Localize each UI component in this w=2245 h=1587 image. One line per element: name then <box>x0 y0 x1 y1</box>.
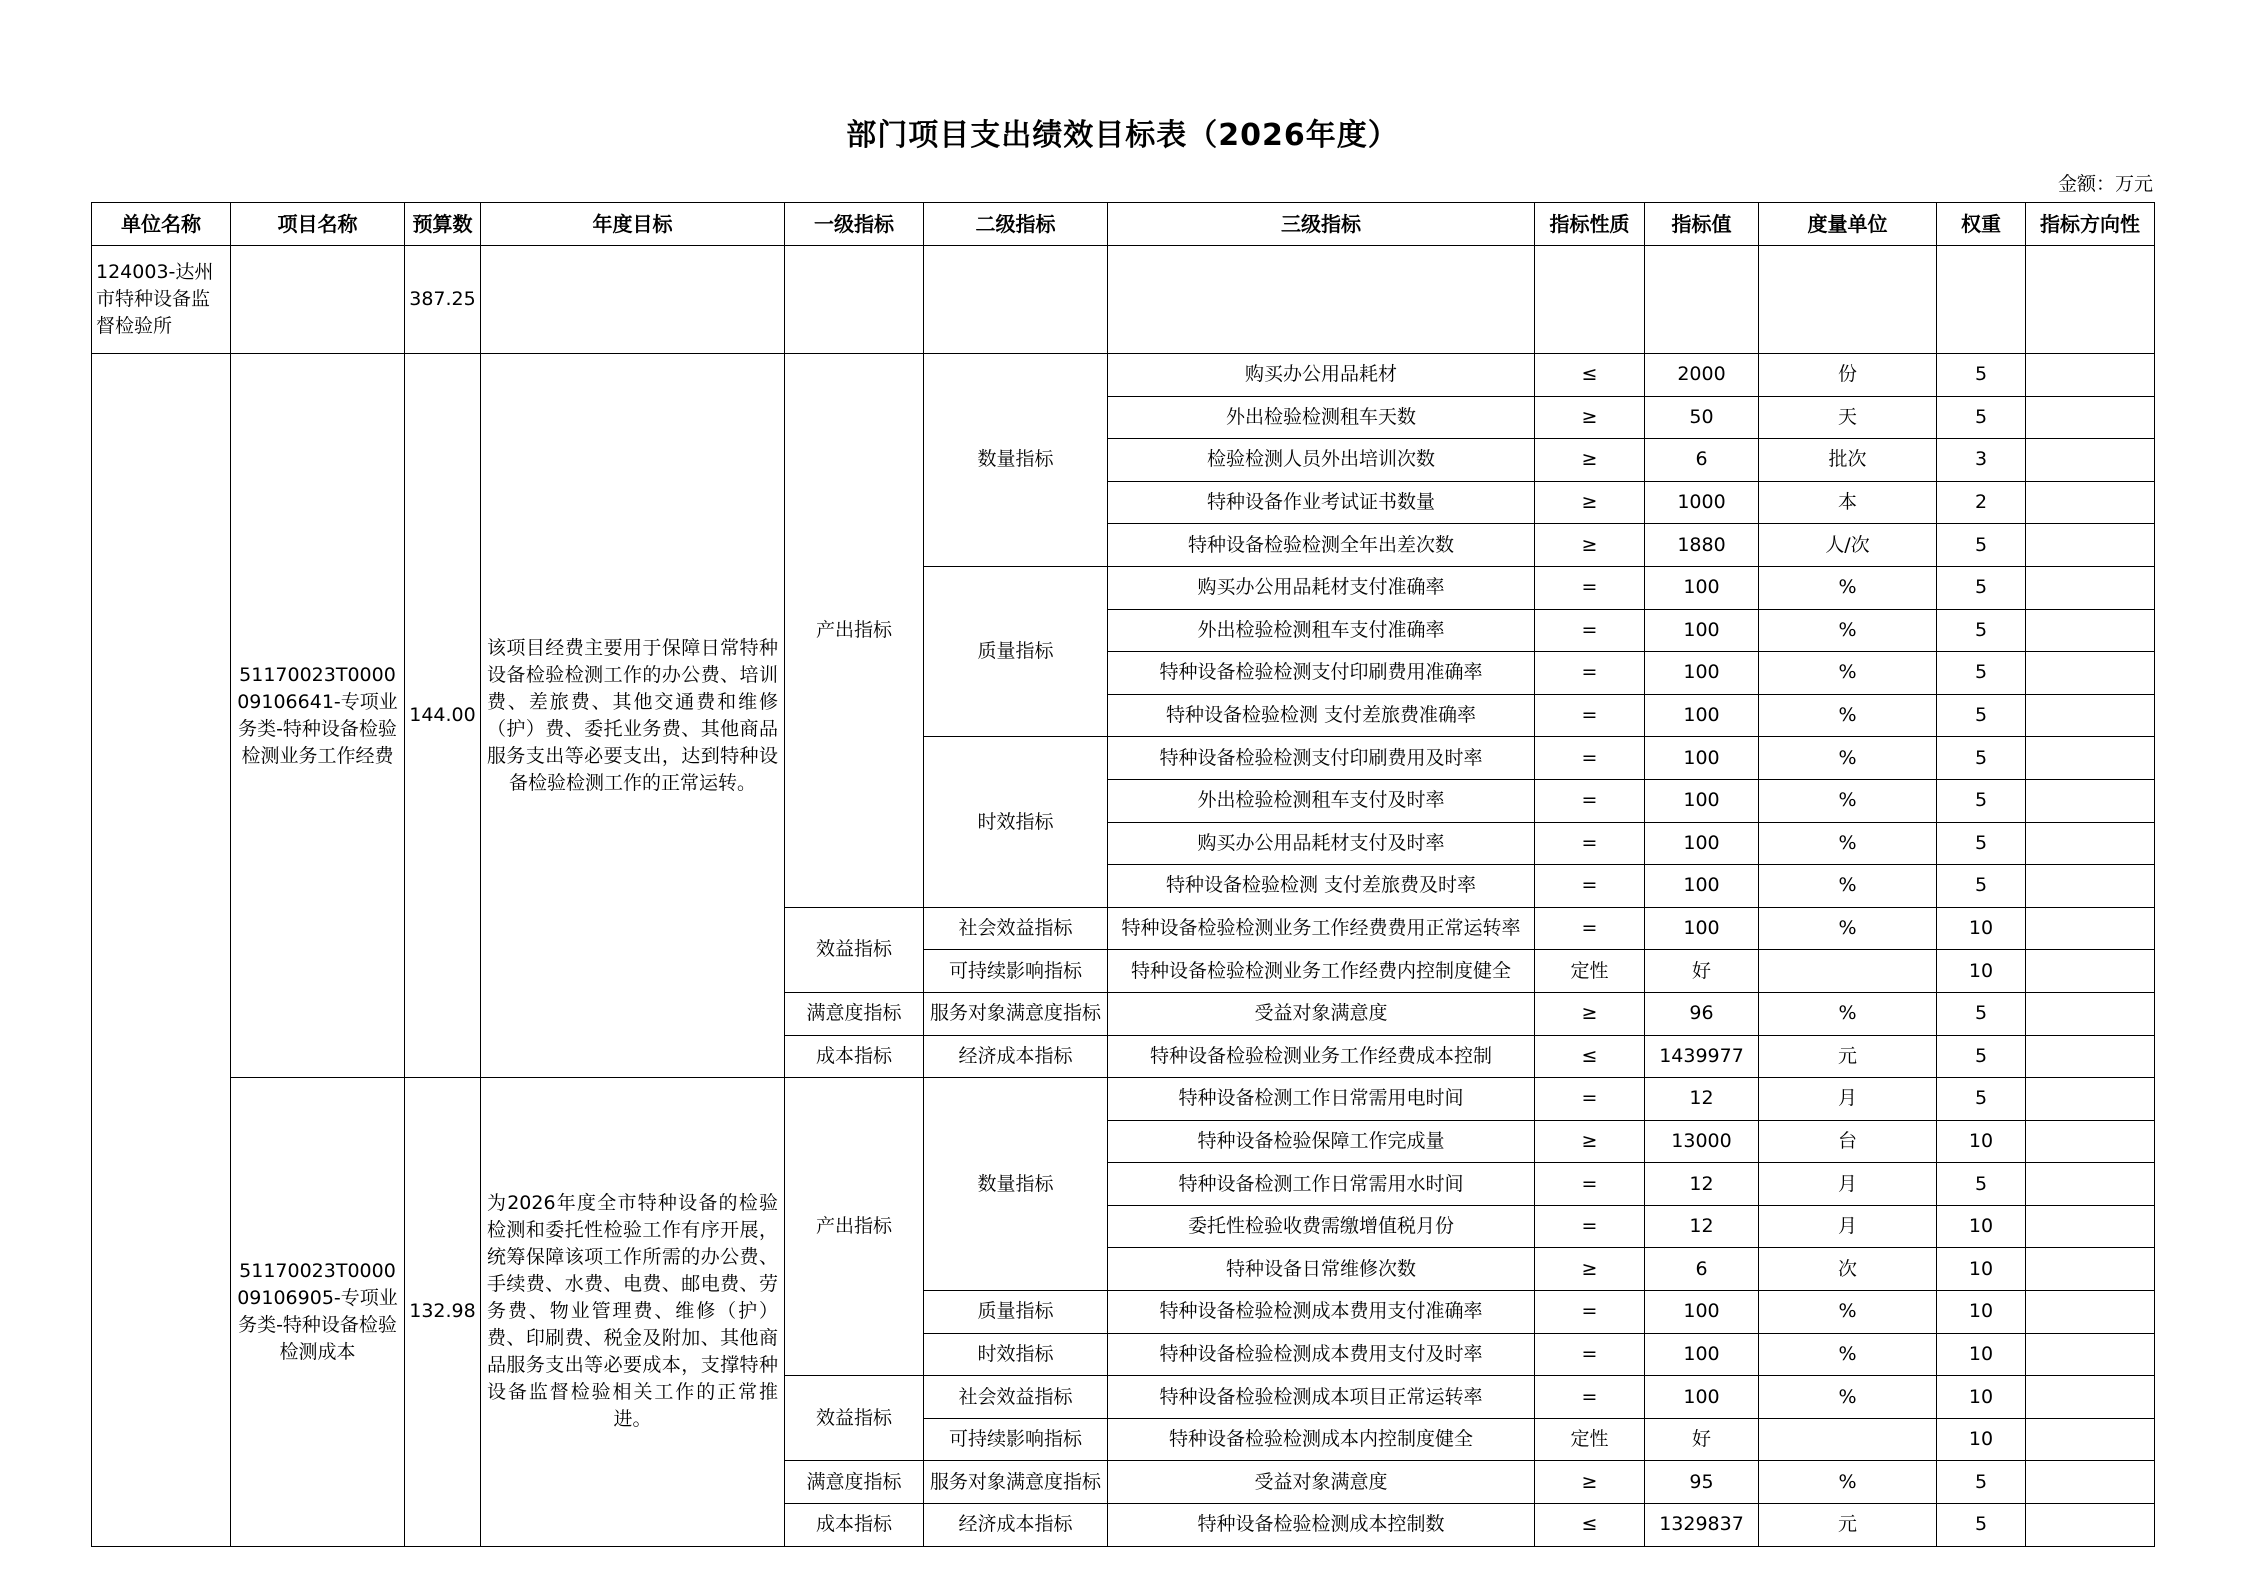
indicator-direction <box>2026 524 2155 567</box>
indicator-weight: 10 <box>1937 1248 2026 1291</box>
indicator-nature: ≥ <box>1535 524 1645 567</box>
indicator-nature: = <box>1535 652 1645 695</box>
level1-indicator: 成本指标 <box>785 1504 924 1547</box>
indicator-value: 100 <box>1645 822 1759 865</box>
indicator-unit <box>1759 950 1937 993</box>
indicator-weight: 5 <box>1937 779 2026 822</box>
indicator-unit: 元 <box>1759 1504 1937 1547</box>
indicator-value: 12 <box>1645 1205 1759 1248</box>
indicator-weight: 10 <box>1937 1376 2026 1419</box>
indicator-direction <box>2026 1163 2155 1206</box>
indicator-weight: 5 <box>1937 694 2026 737</box>
indicator-nature: = <box>1535 694 1645 737</box>
indicator-name: 特种设备检验检测支付印刷费用准确率 <box>1108 652 1535 695</box>
indicator-name: 特种设备检验检测业务工作经费成本控制 <box>1108 1035 1535 1078</box>
indicator-direction <box>2026 865 2155 908</box>
header-row <box>92 203 2155 246</box>
level1-indicator: 产出指标 <box>785 354 924 908</box>
indicator-value: 12 <box>1645 1078 1759 1121</box>
indicator-unit: % <box>1759 694 1937 737</box>
indicator-value: 6 <box>1645 439 1759 482</box>
indicator-weight: 5 <box>1937 1163 2026 1206</box>
indicator-direction <box>2026 1120 2155 1163</box>
indicator-direction <box>2026 1504 2155 1547</box>
col-header: 度量单位 <box>1759 203 1937 246</box>
indicator-weight: 5 <box>1937 865 2026 908</box>
indicator-unit: 元 <box>1759 1035 1937 1078</box>
indicator-nature: = <box>1535 737 1645 780</box>
indicator-nature: 定性 <box>1535 950 1645 993</box>
indicator-nature: 定性 <box>1535 1418 1645 1461</box>
level1-indicator: 满意度指标 <box>785 1461 924 1504</box>
indicator-value: 100 <box>1645 737 1759 780</box>
level2-indicator: 质量指标 <box>924 1291 1108 1334</box>
indicator-weight: 5 <box>1937 566 2026 609</box>
indicator-direction <box>2026 1376 2155 1419</box>
indicator-weight: 2 <box>1937 481 2026 524</box>
indicator-weight: 10 <box>1937 1120 2026 1163</box>
indicator-direction <box>2026 1418 2155 1461</box>
indicator-unit: % <box>1759 1333 1937 1376</box>
indicator-name: 特种设备检验检测业务工作经费内控制度健全 <box>1108 950 1535 993</box>
indicator-weight: 10 <box>1937 907 2026 950</box>
table-row <box>92 1078 2155 1121</box>
level1-indicator: 成本指标 <box>785 1035 924 1078</box>
indicator-unit: 月 <box>1759 1163 1937 1206</box>
indicator-direction <box>2026 907 2155 950</box>
indicator-unit: 次 <box>1759 1248 1937 1291</box>
indicator-value: 100 <box>1645 1291 1759 1334</box>
level2-indicator: 时效指标 <box>924 737 1108 907</box>
indicator-unit: % <box>1759 779 1937 822</box>
indicator-value: 100 <box>1645 694 1759 737</box>
indicator-value: 12 <box>1645 1163 1759 1206</box>
indicator-weight: 3 <box>1937 439 2026 482</box>
indicator-name: 特种设备作业考试证书数量 <box>1108 481 1535 524</box>
indicator-direction <box>2026 1248 2155 1291</box>
indicator-name: 特种设备检验检测 支付差旅费准确率 <box>1108 694 1535 737</box>
indicator-unit: 天 <box>1759 396 1937 439</box>
performance-table <box>91 202 2155 1547</box>
col-header: 三级指标 <box>1108 203 1535 246</box>
project-budget: 144.00 <box>405 354 481 1078</box>
indicator-weight: 5 <box>1937 992 2026 1035</box>
level2-indicator: 服务对象满意度指标 <box>924 1461 1108 1504</box>
indicator-value: 100 <box>1645 566 1759 609</box>
indicator-direction <box>2026 694 2155 737</box>
indicator-unit: 本 <box>1759 481 1937 524</box>
page-title: 部门项目支出绩效目标表（2026年度） <box>846 118 1399 153</box>
indicator-nature: ≥ <box>1535 1248 1645 1291</box>
indicator-nature: = <box>1535 822 1645 865</box>
indicator-value: 100 <box>1645 865 1759 908</box>
indicator-direction <box>2026 652 2155 695</box>
project-budget: 132.98 <box>405 1078 481 1547</box>
level2-indicator: 经济成本指标 <box>924 1504 1108 1547</box>
indicator-value: 6 <box>1645 1248 1759 1291</box>
indicator-value: 100 <box>1645 652 1759 695</box>
indicator-name: 特种设备检验检测成本费用支付及时率 <box>1108 1333 1535 1376</box>
indicator-name: 特种设备检测工作日常需用电时间 <box>1108 1078 1535 1121</box>
col-header: 二级指标 <box>924 203 1108 246</box>
indicator-unit <box>1759 1418 1937 1461</box>
indicator-name: 特种设备检测工作日常需用水时间 <box>1108 1163 1535 1206</box>
indicator-value: 100 <box>1645 1376 1759 1419</box>
indicator-direction <box>2026 779 2155 822</box>
indicator-direction <box>2026 481 2155 524</box>
indicator-nature: ≥ <box>1535 1461 1645 1504</box>
col-header: 项目名称 <box>231 203 405 246</box>
indicator-name: 特种设备检验检测成本费用支付准确率 <box>1108 1291 1535 1334</box>
indicator-value: 50 <box>1645 396 1759 439</box>
indicator-direction <box>2026 950 2155 993</box>
indicator-name: 特种设备检验检测业务工作经费费用正常运转率 <box>1108 907 1535 950</box>
indicator-weight: 10 <box>1937 1333 2026 1376</box>
level2-indicator: 可持续影响指标 <box>924 950 1108 993</box>
indicator-name: 特种设备检验检测全年出差次数 <box>1108 524 1535 567</box>
level2-indicator: 质量指标 <box>924 566 1108 736</box>
indicator-value: 1000 <box>1645 481 1759 524</box>
indicator-nature: ≥ <box>1535 992 1645 1035</box>
indicator-value: 96 <box>1645 992 1759 1035</box>
unit-budget: 387.25 <box>405 246 481 354</box>
indicator-direction <box>2026 737 2155 780</box>
indicator-weight: 5 <box>1937 1504 2026 1547</box>
indicator-unit: % <box>1759 652 1937 695</box>
indicator-name: 特种设备检验检测成本控制数 <box>1108 1504 1535 1547</box>
col-header: 单位名称 <box>92 203 231 246</box>
indicator-value: 1439977 <box>1645 1035 1759 1078</box>
indicator-weight: 10 <box>1937 1418 2026 1461</box>
indicator-nature: = <box>1535 609 1645 652</box>
indicator-nature: ≤ <box>1535 354 1645 397</box>
indicator-nature: = <box>1535 1078 1645 1121</box>
indicator-nature: ≤ <box>1535 1035 1645 1078</box>
indicator-name: 购买办公用品耗材 <box>1108 354 1535 397</box>
level2-indicator: 经济成本指标 <box>924 1035 1108 1078</box>
annual-goal: 该项目经费主要用于保障日常特种设备检验检测工作的办公费、培训费、差旅费、其他交通费和维修（护）费、委托业务费、其他商品服务支出等必要支出，达到特种设备检验检测工作的正常运转。 <box>481 354 785 1078</box>
indicator-direction <box>2026 1035 2155 1078</box>
indicator-value: 100 <box>1645 1333 1759 1376</box>
unit-summary-row <box>92 246 2155 354</box>
indicator-unit: 月 <box>1759 1078 1937 1121</box>
indicator-direction <box>2026 439 2155 482</box>
indicator-unit: % <box>1759 865 1937 908</box>
indicator-nature: = <box>1535 1163 1645 1206</box>
level2-indicator: 服务对象满意度指标 <box>924 992 1108 1035</box>
indicator-name: 检验检测人员外出培训次数 <box>1108 439 1535 482</box>
col-header: 年度目标 <box>481 203 785 246</box>
indicator-unit: % <box>1759 609 1937 652</box>
indicator-name: 委托性检验收费需缴增值税月份 <box>1108 1205 1535 1248</box>
unit-name: 124003-达州市特种设备监督检验所 <box>92 246 231 354</box>
indicator-nature: = <box>1535 1205 1645 1248</box>
indicator-unit: 台 <box>1759 1120 1937 1163</box>
indicator-unit: % <box>1759 737 1937 780</box>
indicator-weight: 5 <box>1937 609 2026 652</box>
indicator-direction <box>2026 609 2155 652</box>
indicator-nature: = <box>1535 1333 1645 1376</box>
indicator-weight: 5 <box>1937 354 2026 397</box>
table-row <box>92 354 2155 397</box>
indicator-value: 13000 <box>1645 1120 1759 1163</box>
level2-indicator: 社会效益指标 <box>924 907 1108 950</box>
indicator-direction <box>2026 1205 2155 1248</box>
indicator-value: 100 <box>1645 609 1759 652</box>
indicator-unit: 份 <box>1759 354 1937 397</box>
indicator-direction <box>2026 822 2155 865</box>
indicator-weight: 5 <box>1937 1035 2026 1078</box>
indicator-unit: % <box>1759 1376 1937 1419</box>
indicator-weight: 10 <box>1937 1291 2026 1334</box>
indicator-unit: % <box>1759 566 1937 609</box>
level2-indicator: 时效指标 <box>924 1333 1108 1376</box>
level1-indicator: 满意度指标 <box>785 992 924 1035</box>
indicator-name: 外出检验检测租车天数 <box>1108 396 1535 439</box>
indicator-weight: 5 <box>1937 652 2026 695</box>
indicator-weight: 5 <box>1937 524 2026 567</box>
indicator-name: 特种设备检验保障工作完成量 <box>1108 1120 1535 1163</box>
indicator-name: 外出检验检测租车支付准确率 <box>1108 609 1535 652</box>
level1-indicator: 效益指标 <box>785 907 924 992</box>
indicator-direction <box>2026 1291 2155 1334</box>
indicator-nature: = <box>1535 865 1645 908</box>
indicator-direction <box>2026 396 2155 439</box>
indicator-nature: = <box>1535 907 1645 950</box>
indicator-nature: ≥ <box>1535 1120 1645 1163</box>
level2-indicator: 可持续影响指标 <box>924 1418 1108 1461</box>
indicator-weight: 5 <box>1937 737 2026 780</box>
indicator-name: 购买办公用品耗材支付及时率 <box>1108 822 1535 865</box>
col-header: 指标值 <box>1645 203 1759 246</box>
level1-indicator: 产出指标 <box>785 1078 924 1376</box>
indicator-value: 100 <box>1645 779 1759 822</box>
indicator-unit: 人/次 <box>1759 524 1937 567</box>
indicator-nature: ≥ <box>1535 481 1645 524</box>
indicator-weight: 10 <box>1937 950 2026 993</box>
indicator-name: 特种设备检验检测 支付差旅费及时率 <box>1108 865 1535 908</box>
level2-indicator: 数量指标 <box>924 1078 1108 1291</box>
indicator-direction <box>2026 1078 2155 1121</box>
indicator-direction <box>2026 354 2155 397</box>
indicator-value: 2000 <box>1645 354 1759 397</box>
indicator-weight: 5 <box>1937 396 2026 439</box>
indicator-weight: 10 <box>1937 1205 2026 1248</box>
indicator-unit: % <box>1759 1291 1937 1334</box>
indicator-unit: % <box>1759 907 1937 950</box>
indicator-nature: ≥ <box>1535 439 1645 482</box>
indicator-direction <box>2026 1333 2155 1376</box>
indicator-name: 特种设备检验检测成本项目正常运转率 <box>1108 1376 1535 1419</box>
indicator-nature: = <box>1535 779 1645 822</box>
indicator-unit: % <box>1759 822 1937 865</box>
indicator-nature: = <box>1535 1376 1645 1419</box>
indicator-value: 1880 <box>1645 524 1759 567</box>
indicator-value: 好 <box>1645 1418 1759 1461</box>
col-header: 指标方向性 <box>2026 203 2155 246</box>
indicator-name: 购买办公用品耗材支付准确率 <box>1108 566 1535 609</box>
indicator-nature: = <box>1535 566 1645 609</box>
project-name: 51170023T000009106905-专项业务类-特种设备检验检测成本 <box>231 1078 405 1547</box>
level2-indicator: 数量指标 <box>924 354 1108 567</box>
indicator-direction <box>2026 1461 2155 1504</box>
indicator-value: 100 <box>1645 907 1759 950</box>
indicator-weight: 5 <box>1937 1078 2026 1121</box>
level2-indicator: 社会效益指标 <box>924 1376 1108 1419</box>
project-name: 51170023T000009106641-专项业务类-特种设备检验检测业务工作经费 <box>231 354 405 1078</box>
annual-goal: 为2026年度全市特种设备的检验检测和委托性检验工作有序开展，统筹保障该项工作所需的办公费、手续费、水费、电费、邮电费、劳务费、物业管理费、维修（护）费、印刷费、税金及附加、其他商品服务支出等必要成本，支撑特种设备监督检验相关工作的正常推进。 <box>481 1078 785 1547</box>
indicator-name: 特种设备检验检测支付印刷费用及时率 <box>1108 737 1535 780</box>
level1-indicator: 效益指标 <box>785 1376 924 1461</box>
indicator-unit: 批次 <box>1759 439 1937 482</box>
indicator-nature: ≥ <box>1535 396 1645 439</box>
indicator-value: 1329837 <box>1645 1504 1759 1547</box>
indicator-value: 好 <box>1645 950 1759 993</box>
indicator-weight: 5 <box>1937 1461 2026 1504</box>
col-header: 预算数 <box>405 203 481 246</box>
indicator-value: 95 <box>1645 1461 1759 1504</box>
col-header: 指标性质 <box>1535 203 1645 246</box>
indicator-direction <box>2026 992 2155 1035</box>
col-header: 权重 <box>1937 203 2026 246</box>
col-header: 一级指标 <box>785 203 924 246</box>
indicator-direction <box>2026 566 2155 609</box>
indicator-nature: = <box>1535 1291 1645 1334</box>
indicator-unit: % <box>1759 1461 1937 1504</box>
indicator-name: 外出检验检测租车支付及时率 <box>1108 779 1535 822</box>
indicator-weight: 5 <box>1937 822 2026 865</box>
indicator-name: 受益对象满意度 <box>1108 1461 1535 1504</box>
indicator-name: 特种设备日常维修次数 <box>1108 1248 1535 1291</box>
indicator-name: 特种设备检验检测成本内控制度健全 <box>1108 1418 1535 1461</box>
indicator-name: 受益对象满意度 <box>1108 992 1535 1035</box>
indicator-nature: ≤ <box>1535 1504 1645 1547</box>
indicator-unit: 月 <box>1759 1205 1937 1248</box>
amount-unit-note: 金额：万元 <box>2057 173 2153 195</box>
indicator-unit: % <box>1759 992 1937 1035</box>
